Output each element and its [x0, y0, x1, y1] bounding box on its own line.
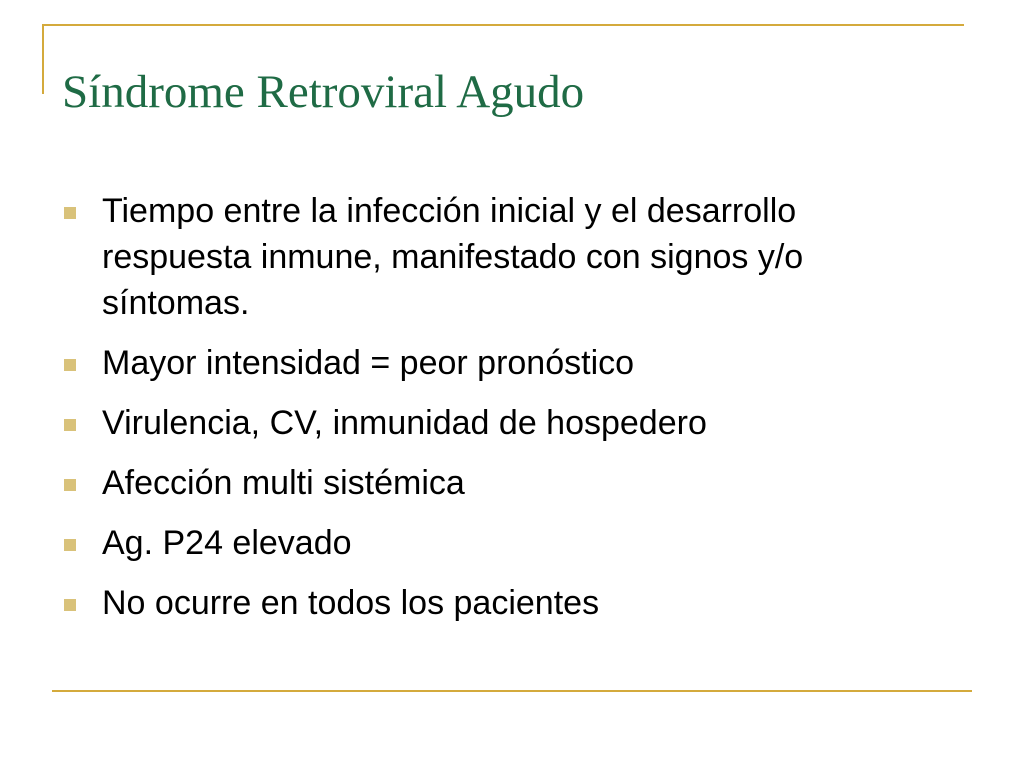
frame-left-line — [42, 24, 44, 94]
bullet-item — [64, 460, 944, 506]
square-bullet-icon — [64, 539, 76, 551]
bullet-item — [64, 188, 944, 326]
frame-bottom-line — [52, 690, 972, 692]
slide-title: Síndrome Retroviral Agudo — [62, 66, 585, 118]
bullet-text: Afección multi sistémica — [102, 464, 465, 502]
square-bullet-icon — [64, 419, 76, 431]
bullet-text: Tiempo entre la infección inicial y el desarrollo respuesta inmune, manifestado con signos y/o síntomas. — [102, 192, 804, 322]
square-bullet-icon — [64, 599, 76, 611]
frame-top-line — [42, 24, 964, 26]
square-bullet-icon — [64, 359, 76, 371]
bullet-item — [64, 520, 944, 566]
bullet-text: Mayor intensidad = peor pronóstico — [102, 344, 635, 382]
bullet-list — [64, 188, 944, 640]
bullet-item — [64, 580, 944, 626]
bullet-text: No ocurre en todos los pacientes — [102, 584, 600, 622]
bullet-item — [64, 400, 944, 446]
square-bullet-icon — [64, 207, 76, 219]
square-bullet-icon — [64, 479, 76, 491]
bullet-text: Ag. P24 elevado — [102, 524, 352, 562]
bullet-text: Virulencia, CV, inmunidad de hospedero — [102, 404, 707, 442]
bullet-item — [64, 340, 944, 386]
